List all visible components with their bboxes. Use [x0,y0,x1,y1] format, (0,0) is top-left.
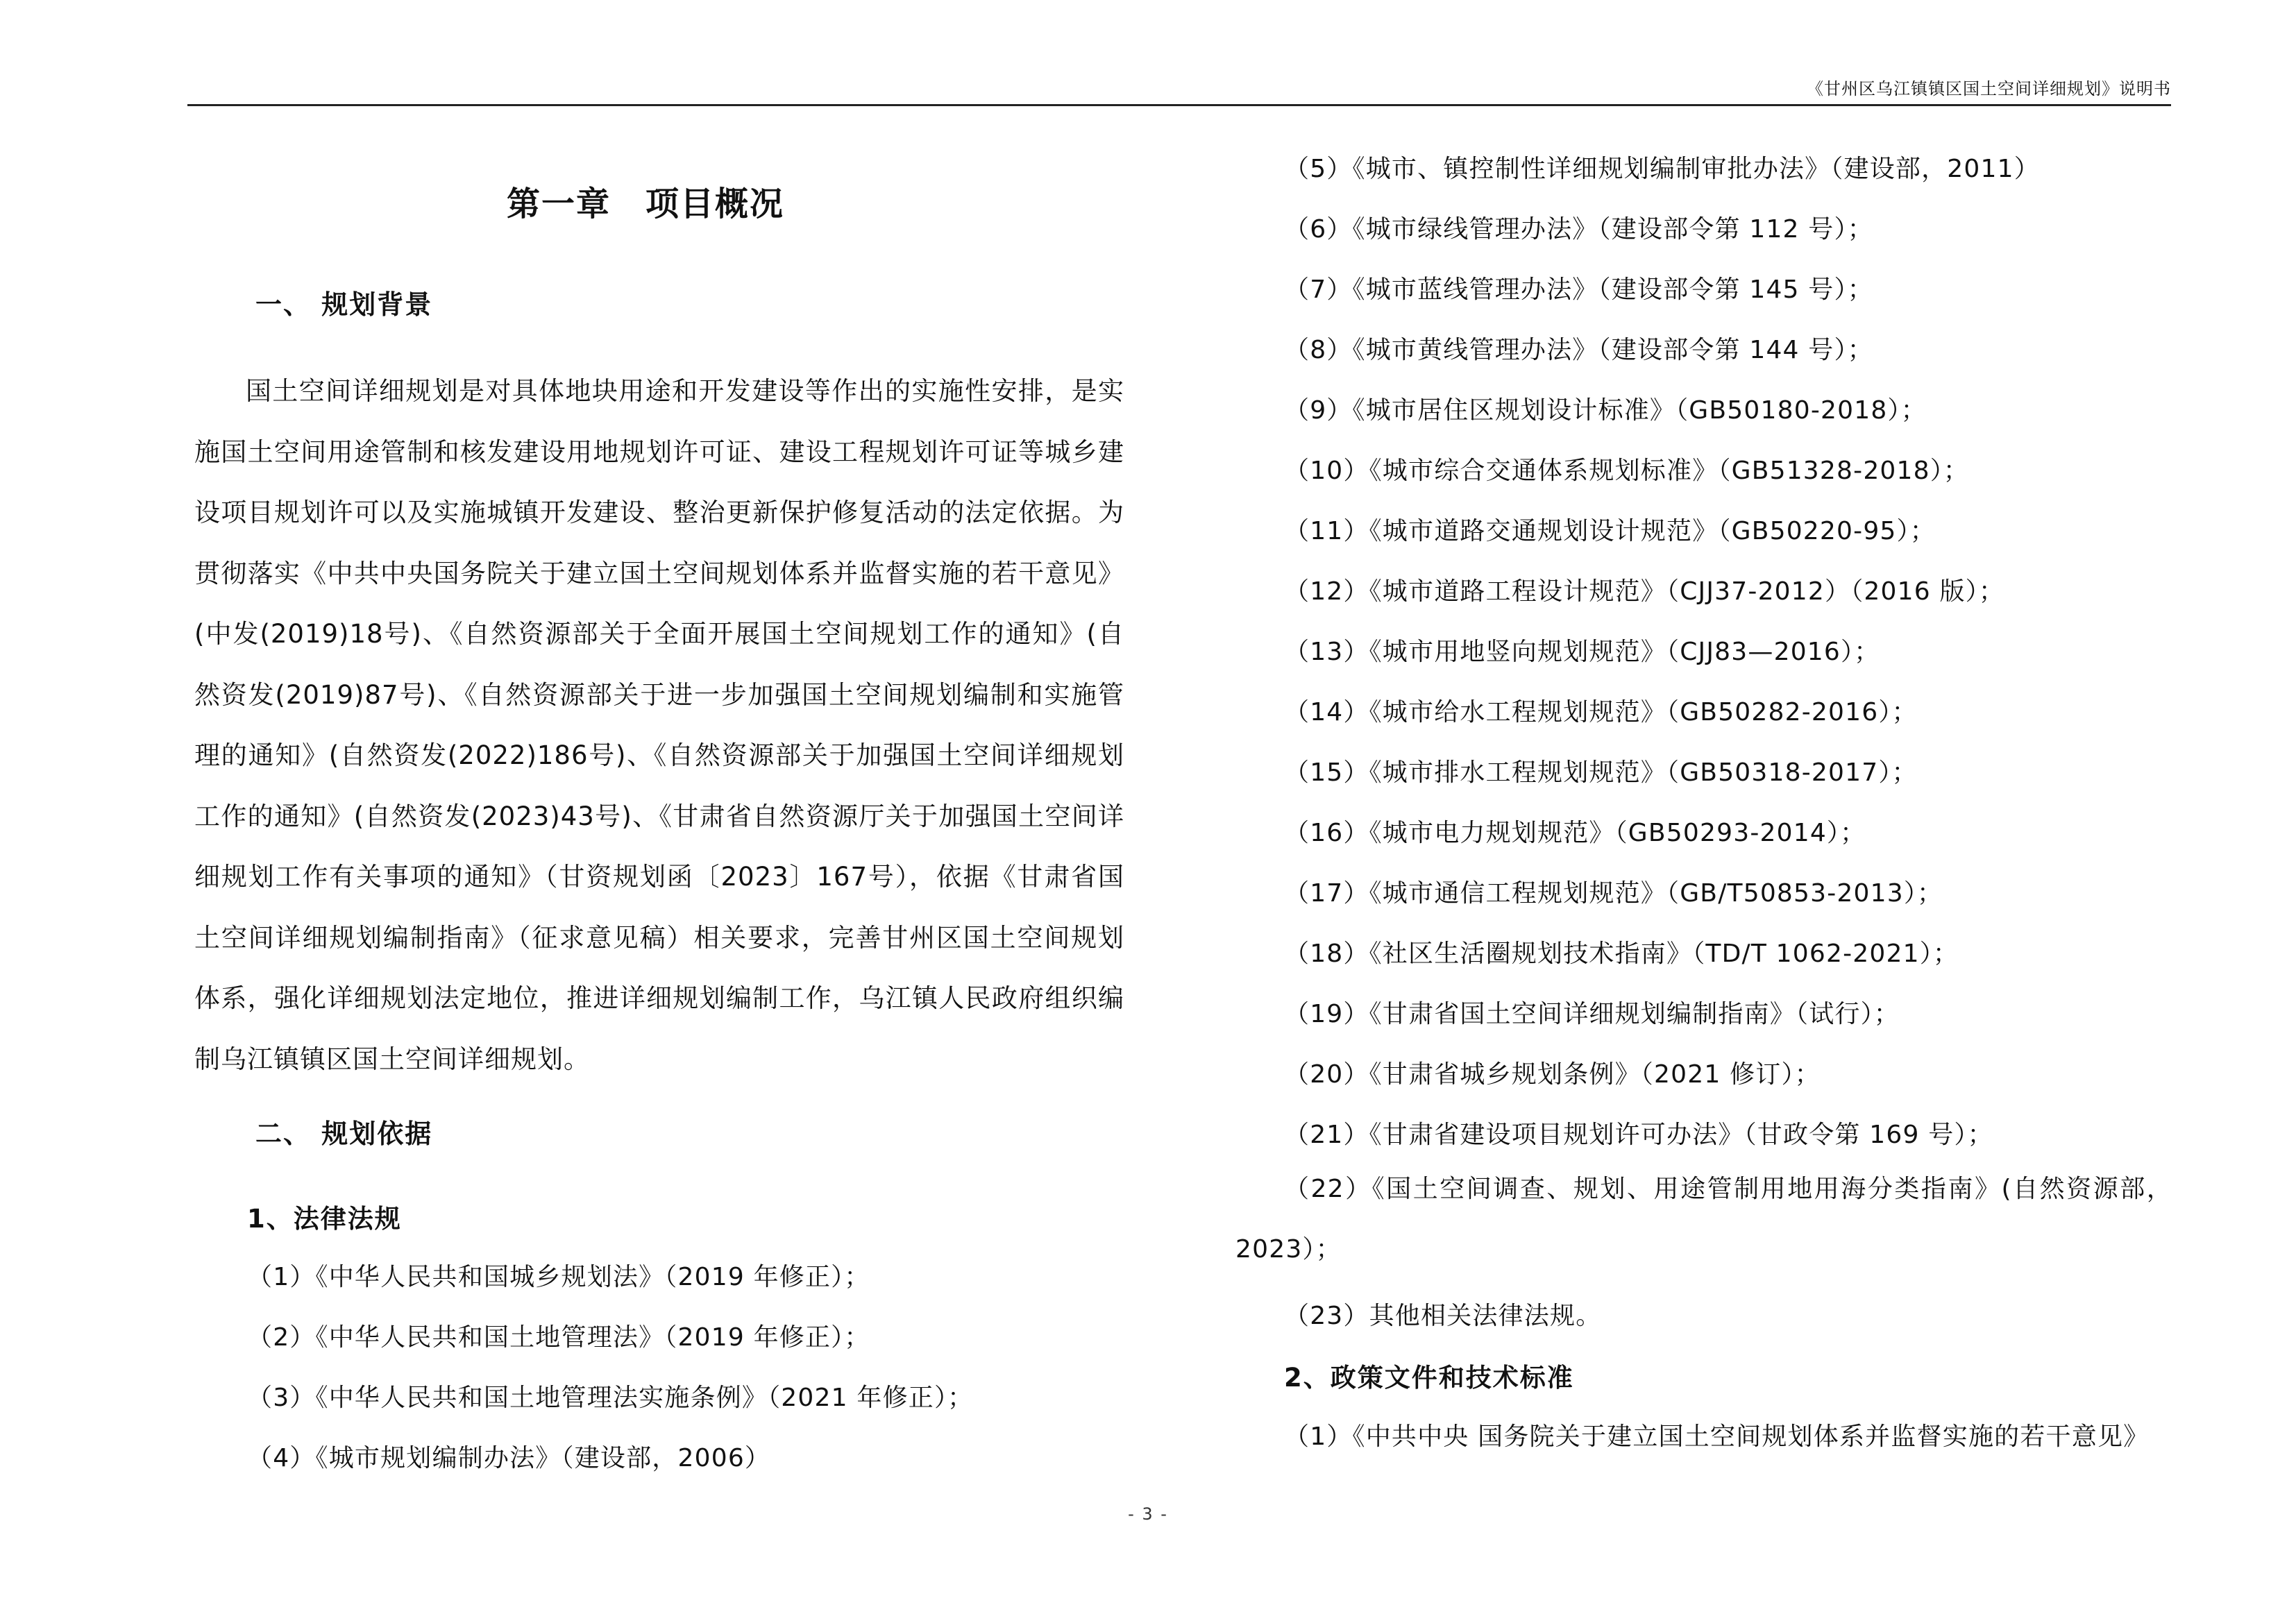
law-item: （12）《城市道路工程设计规范》（CJJ37-2012）（2016 版）； [1284,577,2005,606]
chapter-title: 第一章 项目概况 [507,185,785,223]
law-item: （5）《城市、镇控制性详细规划编制审批办法》（建设部，2011） [1284,155,2040,183]
subheading-laws: 1、法律法规 [247,1204,402,1234]
header-title: 《甘州区乌江镇镇区国土空间详细规划》说明书 [1807,79,2171,99]
law-item: （19）《甘肃省国土空间详细规划编制指南》（试行）； [1284,1000,1900,1028]
law-item-22: （22）《国土空间调查、规划、用途管制用地用海分类指南》(自然资源部，2023）； [1235,1175,2172,1264]
policy-item: （1）《中共中央 国务院关于建立国土空间规划体系并监督实施的若干意见》 [1284,1422,2150,1451]
law-item: （10）《城市综合交通体系规划标准》（GB51328-2018）； [1284,457,1970,485]
header-rule [187,104,2171,106]
law-item: （8）《城市黄线管理办法》（建设部令第 144 号）； [1284,336,1873,364]
law-item: （4）《城市规划编制办法》（建设部，2006） [247,1444,771,1472]
background-paragraph: 国土空间详细规划是对具体地块用途和开发建设等作出的实施性安排，是实施国土空间用途管制和核发建设用地规划许可证、建设工程规划许可证等城乡建设项目规划许可以及实施城镇开发建设、整治更新保护修复活动的法定依据。为贯彻落实《中共中央国务院关于建立国土空间规划体系并监督实施的若干意见》(中发(2019)18号)、《自然资源部关于全面开展国土空间规划工作的通知》(自然资发(2019)87号)、《自然资源部关于进一步加强国土空间规划编制和实施管理的通知》(自然资发(2022)186号)、《自然资源部关于加强国土空间详细规划工作的通知》(自然资发(2023)43号)、《甘肃省自然资源厅关于加强国土空间详细规划工作有关事项的通知》（甘资规划函〔2023〕167号），依据《甘肃省国土空间详细规划编制指南》（征求意见稿）相关要求，完善甘州区国土空间规划体系，强化详细规划法定地位，推进详细规划编制工作，乌江镇人民政府组织编制乌江镇镇区国土空间详细规划。 [194,376,1124,1074]
law-item: （15）《城市排水工程规划规范》（GB50318-2017）； [1284,758,1918,787]
law-item: （1）《中华人民共和国城乡规划法》（2019 年修正）； [247,1263,870,1291]
section-heading-background: 一、 规划背景 [255,289,433,320]
subheading-policies: 2、政策文件和技术标准 [1284,1363,1574,1393]
law-item: （3）《中华人民共和国土地管理法实施条例》（2021 年修正）； [247,1384,974,1412]
page-number: - 3 - [1128,1504,1168,1524]
law-item: （11）《城市道路交通规划设计规范》（GB50220-95）； [1284,517,1936,545]
law-item: （6）《城市绿线管理办法》（建设部令第 112 号）； [1284,215,1873,244]
law-item: （20）《甘肃省城乡规划条例》（2021 修订）； [1284,1060,1821,1089]
law-item: （21）《甘肃省建设项目规划许可办法》（甘政令第 169 号）； [1284,1121,1993,1149]
law-item: （7）《城市蓝线管理办法》（建设部令第 145 号）； [1284,275,1873,304]
law-item: （18）《社区生活圈规划技术指南》（TD/T 1062-2021）； [1284,940,1959,968]
law-item-23: （23）其他相关法律法规。 [1284,1302,1602,1330]
law-item: （17）《城市通信工程规划规范》（GB/T50853-2013）； [1284,879,1943,908]
section-heading-basis: 二、 规划依据 [255,1119,433,1149]
law-item: （9）《城市居住区规划设计标准》（GB50180-2018）； [1284,396,1927,425]
law-item: （14）《城市给水工程规划规范》（GB50282-2016）； [1284,698,1918,726]
law-item: （16）《城市电力规划规范》（GB50293-2014）； [1284,819,1866,847]
law-item: （13）《城市用地竖向规划规范》（CJJ83—2016）； [1284,638,1880,666]
law-item: （2）《中华人民共和国土地管理法》（2019 年修正）； [247,1323,870,1352]
